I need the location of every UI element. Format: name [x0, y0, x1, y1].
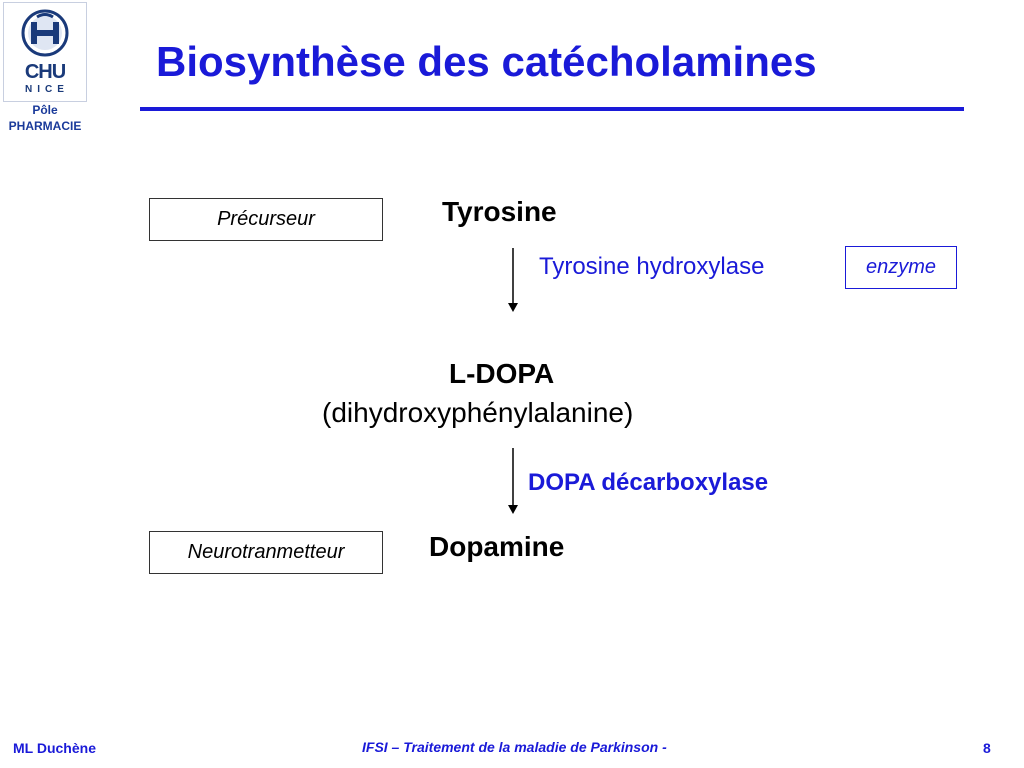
precursor-label-box: Précurseur — [149, 198, 383, 241]
chu-nice-logo — [3, 2, 87, 102]
footer-author: ML Duchène — [13, 740, 96, 756]
slide-title: Biosynthèse des catécholamines — [156, 38, 817, 85]
pole-line2: PHARMACIE — [8, 119, 82, 133]
pole-line1: Pôle — [32, 103, 58, 117]
ldopa-fullname: (dihydroxyphénylalanine) — [322, 397, 634, 428]
tyrosine-hydroxylase-label: Tyrosine hydroxylase — [539, 253, 765, 280]
pole-pharmacie — [0, 102, 90, 134]
neurotransmitter-label-box: Neurotranmetteur — [149, 531, 383, 574]
dopamine-label: Dopamine — [429, 531, 565, 562]
footer-course: IFSI – Traitement de la maladie de Parkinson - — [362, 739, 667, 755]
title-underline — [140, 107, 964, 111]
chu-emblem-icon — [4, 3, 86, 63]
arrow-ldopa-to-dopamine — [505, 448, 521, 514]
enzyme-label-box: enzyme — [845, 246, 957, 289]
tyrosine-label: Tyrosine — [442, 196, 557, 227]
logo-nice-text: NICE — [25, 84, 69, 95]
logo-chu-text: CHU — [24, 61, 66, 83]
arrow-tyrosine-to-ldopa — [505, 248, 521, 312]
footer-page-number: 8 — [983, 740, 991, 756]
ldopa-label: L-DOPA — [449, 358, 555, 389]
dopa-decarboxylase-label: DOPA décarboxylase — [528, 469, 769, 496]
